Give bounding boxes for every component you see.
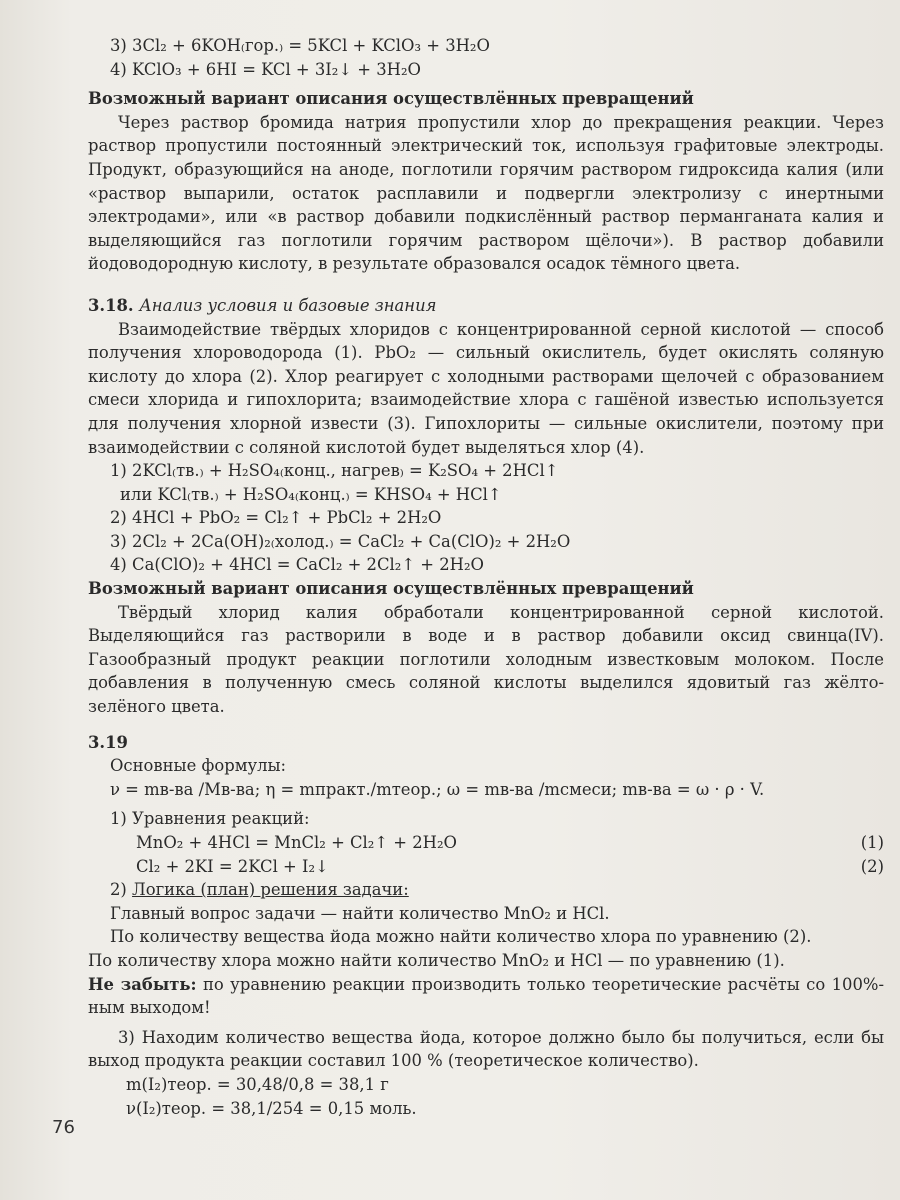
section-heading: Возможный вариант описания осуществлённых превращений	[88, 579, 694, 599]
equation-line: 3) 2Cl₂ + 2Ca(OH)₂₍холод.₎ = CaCl₂ + Ca(ClO)₂ + 2H₂O	[110, 531, 571, 551]
section-heading: Возможный вариант описания осуществлённых превращений	[88, 89, 694, 109]
plan-line: По количеству хлора можно найти количество MnO₂ и HCl — по уравнению (1).	[88, 950, 785, 970]
equation-line: 4) KClO₃ + 6HI = KCl + 3I₂↓ + 3H₂O	[110, 59, 421, 79]
step-2-label: Логика (план) решения задачи:	[132, 880, 409, 900]
equation-line: 2) 4HCl + PbO₂ = Cl₂↑ + PbCl₂ + 2H₂O	[110, 508, 442, 528]
reaction-row	[88, 855, 884, 879]
step-2-prefix: 2)	[110, 880, 127, 900]
paragraph: Через раствор бромида натрия пропустили хлор до прекращения реакции. Через раствор пропустили постоянный электрический ток, используя графитовые электроды. Продукт, образующийся на аноде, поглотили горячим раствором гидроксида калия (или «раствор выпарили, остаток расплавили и подвергли электролизу с инертными электродами», или «в раствор добавили подкислённый раствор перманганата калия и выделяющийся газ поглотили горячим раствором щёлочи»). В раствор добавили йодоводородную кислоту, в результате образовался осадок тёмного цвета.	[88, 112, 884, 274]
formulas-label: Основные формулы:	[110, 756, 287, 776]
remember-text: по уравнению реакции производить только теоретические расчёты со 100%-ным выходом!	[88, 974, 885, 1018]
reaction-number: (1)	[860, 833, 884, 852]
paragraph: Твёрдый хлорид калия обработали концентрированной серной кислотой. Выделяющийся газ растворили в воде и в раствор добавили оксид свинца(IV). Газообразный продукт реакции поглотили холодным известковым молоком. После добавления в полученную смесь соляной кислоты выделился ядовитый газ жёлто-зелёного цвета.	[88, 602, 884, 717]
reaction-equation: Cl₂ + 2KI = 2KCl + I₂↓	[136, 856, 329, 876]
equation-line: 4) Ca(ClO)₂ + 4HCl = CaCl₂ + 2Cl₂↑ + 2H₂O	[110, 555, 484, 575]
equation-line: 3) 3Cl₂ + 6KOH₍гор.₎ = 5KCl + KClO₃ + 3H₂O	[110, 36, 490, 55]
step-2-label-line	[88, 878, 884, 902]
section-number: 3.18.	[88, 295, 134, 315]
section-319-number: 3.19	[88, 732, 128, 752]
reaction-equation: MnO₂ + 4HCl = MnCl₂ + Cl₂↑ + 2H₂O	[136, 833, 457, 852]
formulas: ν = mв-ва /Mв-ва; η = mпракт./mтеор.; ω = mв-ва /mсмеси; mв-ва = ω · ρ · V.	[110, 779, 765, 799]
paragraph: Взаимодействие твёрдых хлоридов с концентрированной серной кислотой — способ получения хлороводорода (1). PbO₂ — сильный окислитель, будет окислять соляную кислоту до хлора (2). Хлор реагирует с холодными растворами щелочей с образованием смеси хлорида и гипохлорита; взаимодействие хлора с гашёной известью используется для получения хлорной извести (3). Гипохлориты — сильные окислители, поэтому при взаимодействии с соляной кислотой будет выделяться хлор (4).	[88, 319, 884, 457]
remember-bold: Не забыть:	[88, 974, 197, 994]
step-1-label: 1) Уравнения реакций:	[110, 809, 310, 829]
plan-line: Главный вопрос задачи — найти количество MnO₂ и HCl.	[110, 903, 610, 923]
remember-note	[88, 973, 884, 1020]
equation-line: или KCl₍тв.₎ + H₂SO₄₍конц.₎ = KHSO₄ + HCl↑	[120, 484, 502, 504]
page-content	[88, 34, 884, 1120]
equation-line: 1) 2KCl₍тв.₎ + H₂SO₄₍конц., нагрев₎ = K₂SO₄ + 2HCl↑	[110, 461, 559, 481]
plan-line: По количеству вещества йода можно найти количество хлора по уравнению (2).	[110, 927, 812, 947]
section-318-heading	[88, 294, 884, 318]
calc-line: m(I₂)теор. = 30,48/0,8 = 38,1 г	[126, 1074, 389, 1094]
page-number: 76	[52, 1117, 75, 1138]
step-3-text: 3) Находим количество вещества йода, которое должно было бы получиться, если бы выход продукта реакции составил 100 % (теоретическое количество).	[88, 1027, 884, 1071]
calc-line: ν(I₂)теор. = 38,1/254 = 0,15 моль.	[126, 1098, 417, 1118]
section-title: Анализ условия и базовые знания	[139, 295, 437, 315]
reaction-row	[88, 831, 884, 855]
reaction-number: (2)	[860, 856, 884, 876]
